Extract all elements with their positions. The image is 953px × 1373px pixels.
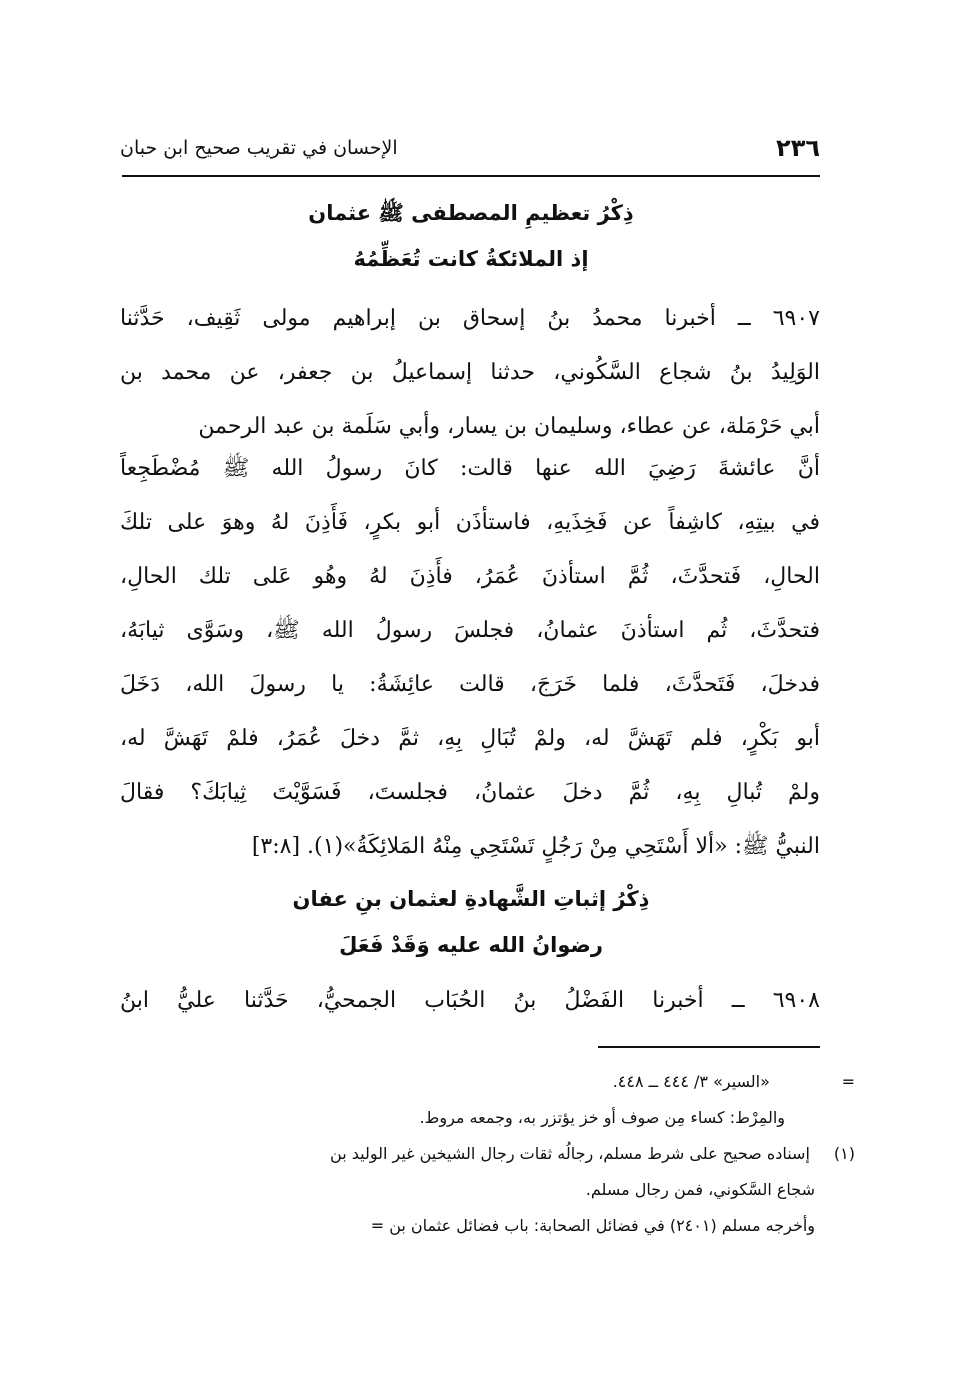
hadith-6907-matn (120, 442, 820, 874)
hadith-6908 (120, 974, 820, 1028)
footnote-1-text: إسناده صحيح على شرط مسلم، رجالُه ثقات رجال الشيخين غير الوليد بن (330, 1144, 810, 1163)
section-heading-1 (122, 190, 820, 282)
matn-line: الحالِ، فَتحدَّثَ، ثُمَّ استأذنَ عُمَرُ، فأَذِنَ لهُ وهُو عَلى تلك الحالِ، (120, 564, 820, 589)
matn-line: أنَّ عائشةَ رَضِيَ الله عنها قالت: كانَ رسولُ الله ﷺ مُضْطَجِعاً (120, 456, 820, 481)
matn-line: أبو بَكْرٍ، فلم تَهَشَّ له، ولمْ تُبَالِ بِهِ، ثمَّ دخلَ عُمَرُ، فلمْ تَهَشَّ له، (120, 726, 820, 751)
footnote-1 (120, 1136, 855, 1172)
footnote-mirt: والمِرْط: كساء مِن صوف أو خز يؤتزر به، وجمعه مروط. (419, 1108, 785, 1127)
footnote-1-line3: وأخرجه مسلم (٢٤٠١) في فضائل الصحابة: باب فضائل عثمان بن = (370, 1216, 815, 1235)
running-title: الإحسان في تقريب صحيح ابن حبان (120, 137, 398, 159)
isnad-line: الوَلِيدُ بنُ شجاع السَّكُوني، حدثنا إسماعيلُ بن جعفر، عن محمد بن (120, 360, 820, 385)
footnote-1-marker: (١) (833, 1144, 855, 1163)
section-heading-2-line2: رضوانُ الله عليه وَقَدْ فَعَلَ (339, 933, 603, 957)
continuation-text: «السير» ٣/ ٤٤٤ ــ ٤٤٨. (612, 1072, 770, 1091)
footnotes (120, 1064, 855, 1244)
section-heading-2-line1: ذِكْرُ إثباتِ الشَّهادةِ لعثمان بنِ عفان (292, 887, 650, 911)
header-rule (122, 175, 820, 177)
footnote-continuation (120, 1064, 855, 1100)
matn-line: النبيُّ ﷺ: «ألا أَسْتَحِي مِنْ رَجُلٍ تَسْتَحِي مِنْهُ المَلائِكَةُ»(١). [٣:٨] (251, 834, 820, 859)
section-heading-1-line1: ذِكْرُ تعظيمِ المصطفى ﷺ عثمان (308, 201, 634, 225)
footnote-rule (598, 1046, 820, 1048)
footnote-1-line2: شجاع السَّكوني، فمن رجال مسلم. (585, 1180, 815, 1199)
matn-line: فدخلَ، فَتَحدَّثَ، فلما خَرَجَ، قالت عائِشَةُ: يا رسولَ الله، دَخَلَ (120, 672, 820, 697)
section-heading-1-line2: إذ الملائكةُ كانت تُعَظِّمُهُ (353, 247, 589, 271)
page-number: ٢٣٦ (776, 134, 820, 162)
page-header (120, 128, 820, 168)
isnad-line: أبي حَرْمَلة، عن عطاء، وسليمان بن يسار، وأبي سَلَمة بن عبد الرحمن (198, 414, 820, 439)
matn-line: ولمْ تُبالِ بِهِ، ثُمَّ دخلَ عثمانُ، فجلستَ، فَسَوَّيْتَ ثِيابَكَ؟ فقالَ (120, 780, 820, 805)
hadith-6908-line: ٦٩٠٨ ــ أخبرنا الفَضْلُ بنُ الحُبَاب الجمحيُّ، حَدَّثنا عليُّ ابنُ (120, 988, 820, 1013)
matn-line: فتحدَّثَ، ثُم استأذنَ عثمانُ، فجلسَ رسولُ الله ﷺ، وسَوَّى ثيابَهُ، (120, 618, 820, 643)
continuation-marker: = (841, 1072, 855, 1091)
matn-line: في بيتِهِ، كاشِفاً عن فَخِذَيهِ، فاستأذَن أبو بكرٍ، فَأَذِنَ لهُ وهوَ على تلكَ (120, 510, 820, 535)
isnad-line: ٦٩٠٧ ــ أخبرنا محمدُ بنُ إسحاق بن إبراهيم مولى ثَقِيف، حَدَّثنا (120, 306, 820, 331)
section-heading-2 (122, 876, 820, 968)
hadith-6907-isnad (120, 292, 820, 454)
